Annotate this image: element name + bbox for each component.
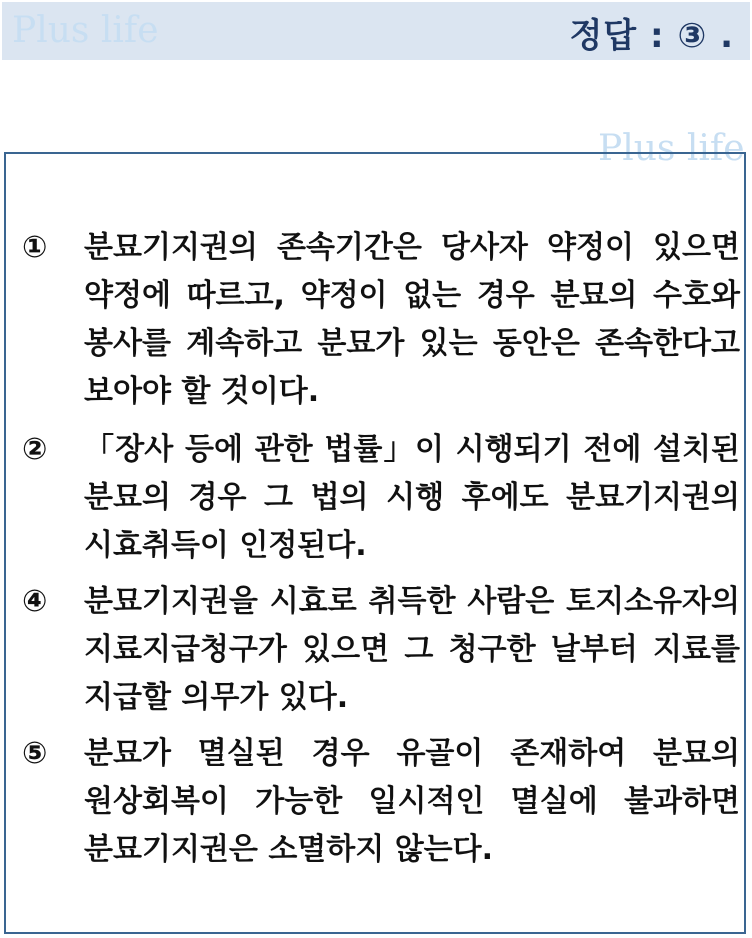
explanation-item-4 — [22, 578, 740, 722]
item-text: 「장사 등에 관한 법률」이 시행되기 전에 설치된 분묘의 경우 그 법의 시행 후에도 분묘기지권의 시효취득이 인정된다. — [84, 432, 740, 563]
answer-separator: : — [637, 16, 678, 56]
answer-end: . — [707, 16, 734, 56]
item-text: 분묘기지권을 시효로 취득한 사람은 토지소유자의 지료지급청구가 있으면 그 청구한 날부터 지료를 지급할 의무가 있다. — [84, 584, 740, 715]
explanation-item-2 — [22, 426, 740, 570]
item-number: ④ — [22, 584, 48, 619]
answer-label — [569, 8, 734, 57]
item-number: ② — [22, 432, 48, 467]
explanation-box — [4, 152, 746, 934]
watermark-top: Plus life — [12, 10, 159, 51]
answer-title: 정답 — [569, 16, 638, 56]
watermark-middle: Plus life — [598, 128, 745, 169]
item-number: ① — [22, 230, 48, 265]
item-number: ⑤ — [22, 736, 48, 771]
item-text: 분묘가 멸실된 경우 유골이 존재하여 분묘의 원상회복이 가능한 일시적인 멸실에 불과하면 분묘기지권은 소멸하지 않는다. — [84, 736, 740, 867]
answer-value: ③ — [677, 16, 708, 56]
explanation-item-1 — [22, 224, 740, 416]
item-text: 분묘기지권의 존속기간은 당사자 약정이 있으면 약정에 따르고, 약정이 없는 경우 분묘의 수호와 봉사를 계속하고 분묘가 있는 동안은 존속한다고 보아야 할 것이다. — [84, 230, 740, 409]
explanation-item-5 — [22, 730, 740, 874]
